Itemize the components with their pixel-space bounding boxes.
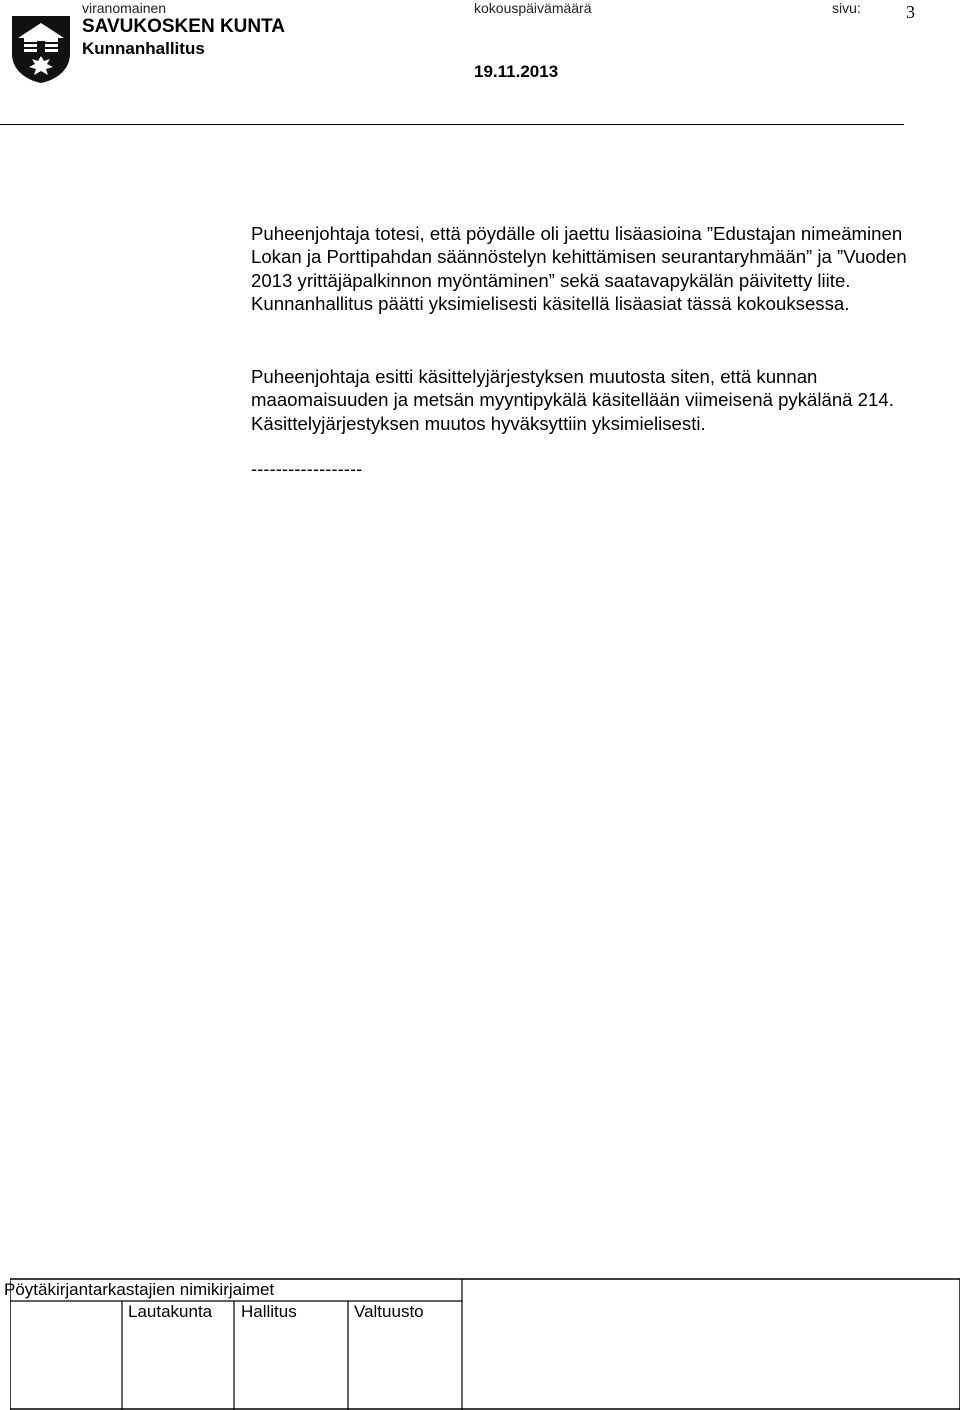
- governing-body-name: Kunnanhallitus: [82, 39, 205, 58]
- section-separator: ------------------: [251, 459, 363, 479]
- page-label: sivu:: [832, 0, 861, 16]
- authority-label: viranomainen: [82, 0, 167, 16]
- signature-column-lautakunta: Lautakunta: [128, 1302, 213, 1321]
- page-number: 3: [906, 2, 915, 22]
- signature-column-hallitus: Hallitus: [241, 1302, 297, 1321]
- meeting-date-label: kokouspäivämäärä: [474, 0, 592, 16]
- signature-table-title: Pöytäkirjantarkastajien nimikirjaimet: [4, 1280, 275, 1299]
- header-divider: [0, 124, 904, 125]
- minutes-paragraph-additional-items: Puheenjohtaja totesi, että pöydälle oli jaettu lisäasioina ”Edustajan nimeäminen Lokan ja Porttipahdan säännöstelyn kehittämisen seurantaryhmään” ja ”Vuoden 2013 yrittäjäpalkinnon myöntäminen” sekä saatavapykälän päivitetty liite. Kunnanhallitus päätti yksimielisesti käsitellä lisäasiat tässä kokouksessa.: [251, 223, 907, 315]
- municipal-coat-of-arms-icon: [10, 14, 72, 84]
- organization-name: SAVUKOSKEN KUNTA: [82, 16, 286, 37]
- signature-column-valtuusto: Valtuusto: [354, 1302, 424, 1321]
- meeting-date: 19.11.2013: [474, 62, 559, 81]
- minutes-paragraph-agenda-change: Puheenjohtaja esitti käsittelyjärjestyksen muutosta siten, että kunnan maaomaisuuden ja metsän myyntipykälä käsitellään viimeisenä pykälänä 214. Käsittelyjärjestyksen muutos hyväksyttiin yksimielisesti.: [251, 366, 894, 434]
